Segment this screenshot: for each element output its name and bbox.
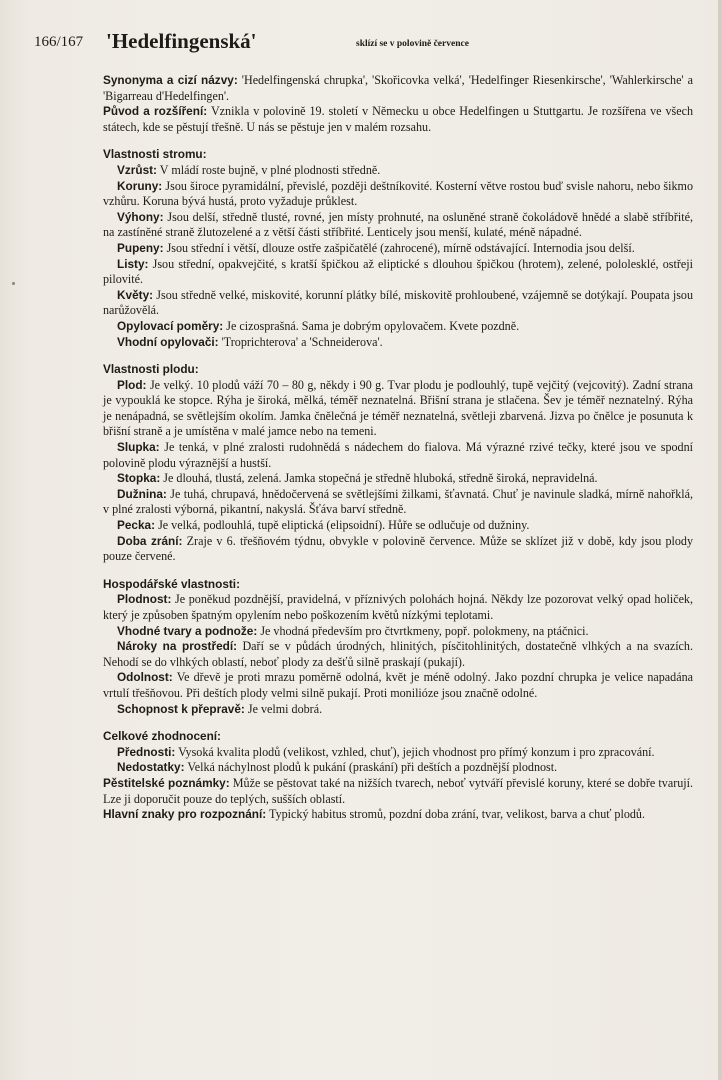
entry-text: Může se pěstovat také na nižších tvarech, neboť vytváří převislé koruny, které se dobře tvarují. Lze ji doporučit pouze do teplých, sušších oblastí. [103,775,694,806]
entry-text: Vysoká kvalita plodů (velikost, vzhled, chuť), jejich vhodnost pro přímý konzum i pro zpracování. [178,744,655,759]
entry [103,471,693,487]
entry-label: Schopnost k přepravě: [117,701,245,716]
entry-label: Odolnost: [117,670,173,685]
entry [103,807,693,823]
entry-label: Vhodné tvary a podnože: [117,623,258,638]
entry [103,288,693,319]
entry-label: Hlavní znaky pro rozpoznání: [103,807,267,822]
entry-text: Jsou středně velké, miskovité, korunní plátky bílé, miskovitě prohloubené, vzájemně se dotýkají. Poupata jsou narůžovělá. [103,287,693,318]
entry-label: Pecka: [117,518,156,533]
page-header [34,28,694,58]
entry [103,241,693,257]
entry [103,534,693,565]
entry-text: Je tenká, v plné zralosti rudohnědá s nádechem do fialova. Má výrazné rzivé tečky, které jsou ve spodní polovině plodu výraznější a hustší. [103,440,693,470]
entry-label: Květy: [117,287,154,302]
entry [103,670,693,701]
entry-label: Plodnost: [117,592,172,607]
entry-label: Výhony: [117,209,164,224]
section-title: Celkové zhodnocení: [103,729,221,744]
entry-text: Je vhodná především pro čtvrtkmeny, popř. polokmeny, na ptáčnici. [260,623,589,638]
entry-label: Synonyma a cizí názvy: [103,73,238,87]
entry [103,624,693,640]
entry [103,702,693,718]
section-title: Hospodářské vlastnosti: [103,576,241,591]
entry-text: Vznikla v polovině 19. století v Německu u obce Hedelfingen u Stuttgartu. Je rozšířena ve všech státech, kde se pěstují třešně. U nás se pěstuje jen v malém rozsahu. [103,104,693,134]
entry-text: Jsou střední i větší, dlouze ostře zašpičatělé (zahrocené), mírně odstávající. Internodia jsou delší. [166,240,635,255]
variety-description [103,73,693,823]
entry [103,639,693,670]
entry [103,73,693,104]
entry-label: Nároky na prostředí: [117,639,238,654]
entry [103,440,693,471]
entry [103,592,693,623]
entry-text: Je velký. 10 plodů váží 70 – 80 g, někdy i 90 g. Tvar plodu je podlouhlý, tupě vejčitý (vejcovitý). Zadní strana je vypouklá ke stopce. Rýha je široká, mělká, téměř neznatelná. Břišní strana je stlačena. Šev je téměř neznatelný. Rýha je nenápadná, se světlejším okolím. Jamka čnělečná je téměř neznatelná, světleji zbarvená. Jizva po čnělce je posunuta k břišní straně a je umístěna v malé jamce nebo na temeni. [103,377,693,439]
entry-text: Zraje v 6. třešňovém týdnu, obvykle v polovině července. Může se sklízet již v době, kdy jsou plody pouze červené. [103,533,694,564]
section [103,362,693,565]
entry-text: Jsou delší, středně tlusté, rovné, jen místy prohnuté, na osluněné straně čokoládově hnědé a slabě stříbřité, na zastíněné straně žlutozelené a z větší části stříbřité. Lenticely jsou menší, kulaté, méně nápadné. [103,209,693,240]
entry [103,518,693,534]
entry-text: Je cizosprašná. Sama je dobrým opylovačem. Kvete pozdně. [226,318,520,333]
section [103,729,693,823]
entry-label: Listy: [117,256,149,271]
entry [103,210,693,241]
entry-text: Je dlouhá, tlustá, zelená. Jamka stopečná je středně hluboká, středně široká, nepravidelná. [163,471,598,486]
entry-text: 'Hedelfingenská chrupka', 'Skořicovka velká', 'Hedelfinger Riesenkirsche', 'Wahlerkirsche' a 'Bigarreau d'Hedelfingen'. [103,73,693,103]
entry-text: Je tuhá, chrupavá, hnědočervená se světlejšími žilkami, šťavnatá. Chuť je navinule sladká, mírně nahořklá, v plné zralosti výborná, pikantní, nakyslá. Šťáva barví středně. [103,486,693,517]
entry-label: Pupeny: [117,240,164,255]
entry-label: Přednosti: [117,744,176,759]
entry-label: Pěstitelské poznámky: [103,775,230,790]
entry-text: Ve dřevě je proti mrazu poměrně odolná, květ je méně odolný. Jako pozdní chrupka je velice napadána vrtulí třešňovou. Při deštích plody velmi silně pukají. Proti monilióze jsou značně odolné. [103,670,693,700]
entry [103,319,693,335]
entry [103,760,693,776]
entry-text: 'Troprichterova' a 'Schneiderova'. [221,334,383,349]
entry-label: Slupka: [117,440,160,455]
entry-label: Koruny: [117,178,163,193]
entry [103,776,693,807]
entry-label: Vhodní opylovači: [117,334,219,349]
entry-label: Plod: [117,377,147,392]
page-speck [12,282,15,285]
entry-label: Stopka: [117,471,161,486]
entry-text: Velká náchylnost plodů k pukání (praskání) při deštích a pozdnější plodnost. [187,760,558,775]
entry-text: V mládí roste bujně, v plné plodnosti středně. [159,162,381,177]
entry [103,163,693,179]
entry [103,487,693,518]
entry-label: Nedostatky: [117,760,185,775]
variety-title: 'Hedelfingenská' [106,29,257,53]
entry [103,745,693,761]
entry-label: Opylovací poměry: [117,318,224,333]
entry-label: Doba zrání: [117,533,183,548]
entry [103,378,693,440]
section-title: Vlastnosti stromu: [103,147,207,162]
entry-text: Je poněkud pozdnější, pravidelná, v příznivých polohách hojná. Někdy lze pozorovat velký opad holiček, který je způsoben špatným opylením nebo poškozením květů nízkými teplotami. [103,592,694,622]
entry [103,335,693,351]
entry-text: Typický habitus stromů, pozdní doba zrání, tvar, velikost, barva a chuť plodů. [269,807,645,822]
section [103,147,693,350]
entry-text: Jsou široce pyramidální, převislé, později deštníkovité. Kosterní větve rostou buď svisle nahoru, nebo šikmo vzhůru. Koruna bývá hustá, proto vyžaduje průklest. [103,178,694,209]
page-number: 166/167 [34,34,84,50]
entry-label: Dužnina: [117,486,167,501]
section [103,577,693,717]
page-spine-edge [718,0,722,1080]
entry-label: Původ a rozšíření: [103,104,208,119]
entry-text: Je velká, podlouhlá, tupě eliptická (elipsoidní). Hůře se odlučuje od dužniny. [158,518,530,533]
section [103,73,693,135]
section-title: Vlastnosti plodu: [103,362,199,377]
harvest-note: sklízí se v polovině července [356,39,469,49]
entry [103,104,693,135]
entry [103,257,693,288]
entry-label: Vzrůst: [117,162,157,177]
entry-text: Jsou střední, opakvejčité, s kratší špičkou až eliptické s dlouhou špičkou (hrotem), zelené, pololesklé, ostřeji pilovité. [103,256,693,287]
entry [103,179,693,210]
entry-text: Je velmi dobrá. [247,701,323,716]
entry-text: Daří se v půdách úrodných, hlinitých, písčitohlinitých, dostatečně vlhkých a na svazích. Nehodí se do vlhkých oblastí, neboť plody za dešťů silně praskají (pukají). [103,639,693,669]
